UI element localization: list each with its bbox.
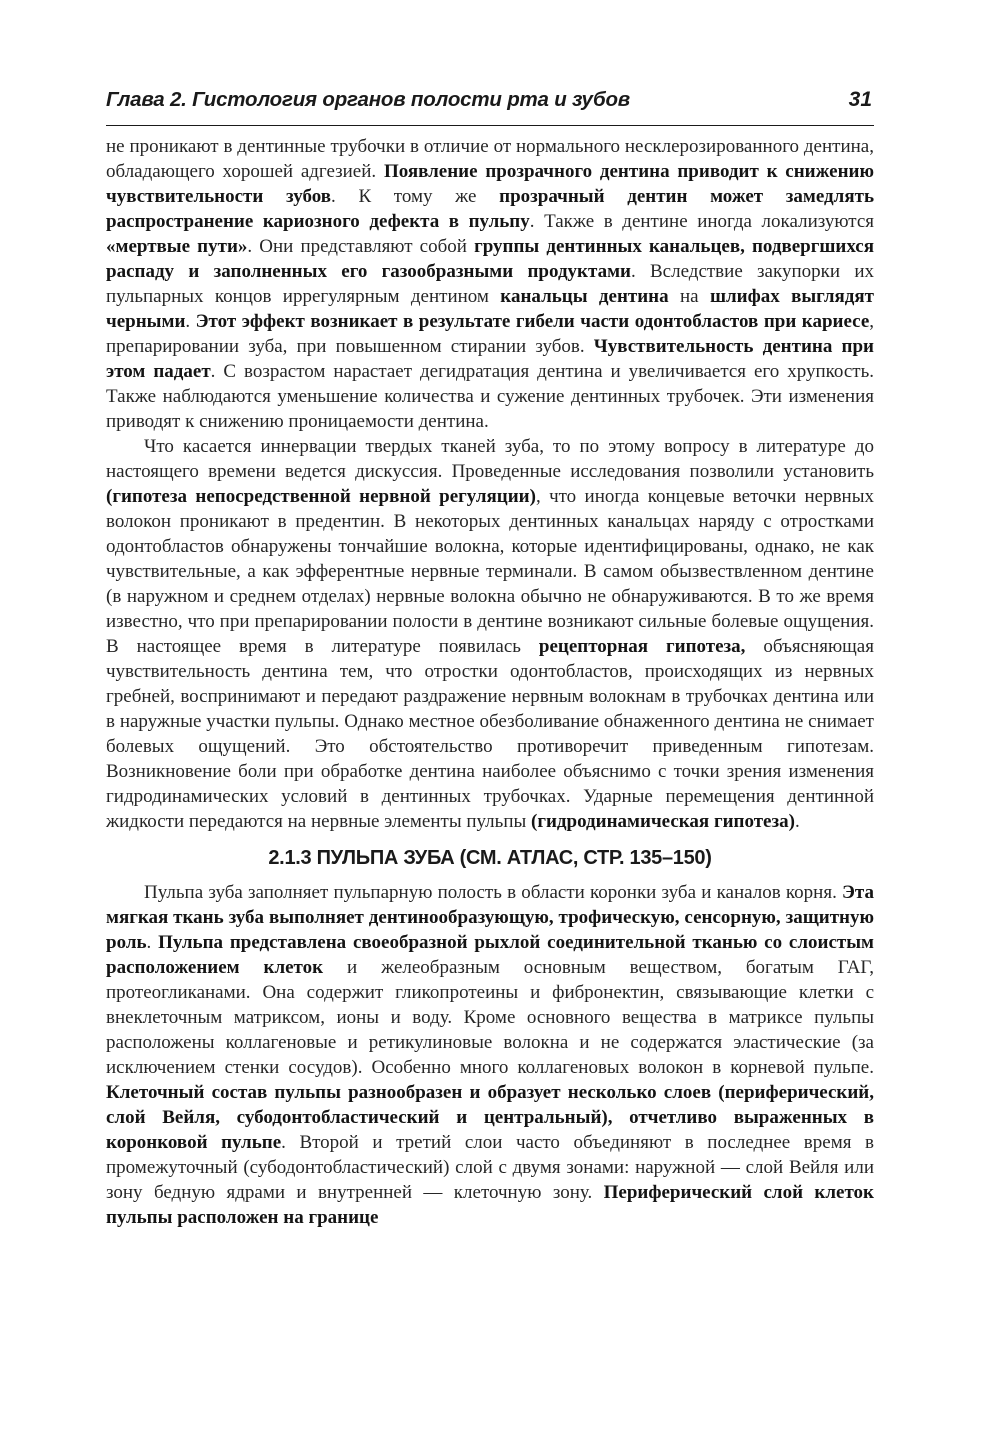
text-run: , что иногда концевые веточки нервных волокон проникают в предентин. В некоторых дентинных канальцах наряду с отростками одонтобластов обнаружены тончайшие волокна, которые идентифицированы, однако, не как чувствительные, а как эфферентные нервные терминали. В самом обызвествленном дентине (в наружном и среднем отделах) нервные волокна обычно не обнаруживаются. В то же время известно, что при препарировании полости в дентине возникают сильные болевые ощущения. В настоящее время в литературе появилась (106, 486, 874, 657)
text-run: на (668, 286, 710, 307)
paragraph-dentin-innervation (106, 434, 874, 834)
text-run: Пульпа зуба заполняет пульпарную полость в области коронки зуба и каналов корня. (144, 882, 843, 903)
section-heading-pulp: 2.1.3 ПУЛЬПА ЗУБА (СМ. АТЛАС, СТР. 135–150) (268, 847, 712, 869)
text-run: . С возрастом нарастает дегидратация дентина и увеличивается его хрупкость. Также наблюдаются уменьшение количества и сужение дентинных трубочек. Эти изменения приводят к снижению проницаемости дентина. (106, 361, 874, 432)
bold-text-run: шлифах выглядят черными (106, 286, 874, 332)
text-run: . (146, 932, 159, 953)
header-divider (106, 125, 874, 126)
paragraph-pulp (106, 880, 874, 1230)
text-run: . Также в дентине иногда локализуются (529, 211, 874, 232)
paragraph-transparent-dentin (106, 134, 874, 434)
bold-text-run: (гипотеза непосредственной нервной регуляции) (106, 486, 536, 507)
bold-text-run: канальцы дентина (500, 286, 669, 307)
bold-text-run: прозрачный дентин может замедлять распространение кариозного дефекта в пульпу (106, 186, 874, 232)
bold-text-run: Клеточный состав пульпы разнообразен и образует несколько слоев (периферический, слой Вейля, субодонтобластический и центральный), отчетливо выраженных в коронковой пульпе (106, 1082, 874, 1153)
text-run: . К тому же (331, 186, 500, 207)
bold-text-run: Эта мягкая ткань зуба выполняет дентинообразующую, трофическую, сенсорную, защитную роль (106, 882, 874, 953)
page-body (106, 134, 874, 1230)
text-run: , препарировании зуба, при повышенном стирании зубов. (106, 311, 874, 357)
text-run: . Вследствие закупорки их пульпарных концов иррегулярным дентином (106, 261, 874, 307)
text-run: не проникают в дентинные трубочки в отличие от нормального несклерозированного дентина, обладающего хорошей адгезией. (106, 136, 874, 182)
bold-text-run: «мертвые пути» (106, 236, 248, 257)
page-number: 31 (848, 88, 872, 111)
bold-text-run: группы дентинных канальцев, подвергшихся распаду и заполненных его газообразными продуктами (106, 236, 875, 282)
bold-text-run: Появление прозрачного дентина приводит к снижению чувствительности зубов (106, 161, 874, 207)
bold-text-run: Чувствительность дентина при этом падает (106, 336, 874, 382)
text-run: Что касается иннервации твердых тканей зуба, то по этому вопросу в литературе до настоящего времени ведется дискуссия. Проведенные исследования позволили установить (106, 436, 874, 482)
text-run: . Они представляют собой (247, 236, 475, 257)
bold-text-run: Этот эффект возникает в результате гибели части одонтобластов при кариесе (195, 311, 870, 332)
text-run: . (185, 311, 196, 332)
text-run: . (794, 811, 800, 832)
bold-text-run: рецепторная гипотеза, (538, 636, 746, 657)
text-run: . Второй и третий слои часто объединяют в последнее время в промежуточный (субодонтобластический) слой с двумя зонами: наружной — слой Вейля или зону бедную ядрами и внутренней — клеточную зону. (106, 1132, 874, 1203)
text-run: объясняющая чувствительность дентина тем, что отростки одонтобластов, происходящих из нервных гребней, воспринимают и передают раздражение нервным волокнам в трубочках дентина или в наружные участки пульпы. Однако местное обезболивание обнаженного дентина не снимает болевых ощущений. Это обстоятельство противоречит приведенным гипотезам. Возникновение боли при обработке дентина наиболее объяснимо с точки зрения изменения гидродинамических условий в дентинных трубочках. Ударные перемещения дентинной жидкости передаются на нервные элементы пульпы (106, 636, 874, 832)
bold-text-run: Периферический слой клеток пульпы расположен на границе (106, 1182, 874, 1228)
text-run: и желеобразным основным веществом, богатым ГАГ, протеогликанами. Она содержит гликопротеины и фибронектин, связывающие клетки с внеклеточным матриксом, ионы и воду. Кроме основного вещества в матриксе пульпы расположены коллагеновые и ретикулиновые волокна и не содержатся эластические (за исключением стенки сосудов). Особенно много коллагеновых волокон в корневой пульпе. (106, 957, 875, 1078)
bold-text-run: Пульпа представлена своеобразной рыхлой соединительной тканью со слоистым расположением клеток (106, 932, 874, 978)
bold-text-run: (гидродинамическая гипотеза) (531, 811, 795, 832)
running-header-title: Глава 2. Гистология органов полости рта и зубов (106, 88, 630, 111)
